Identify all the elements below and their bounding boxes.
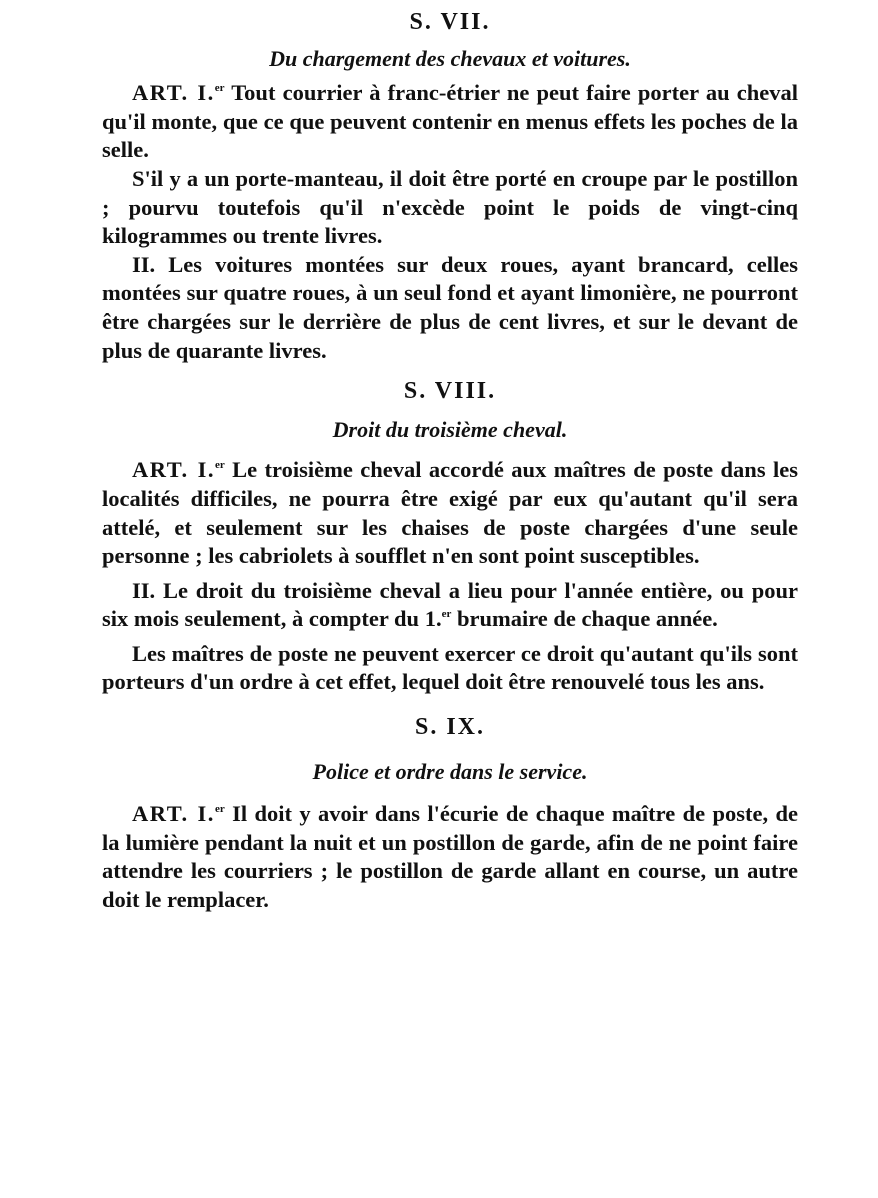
section-8-paragraph-3: Les maîtres de poste ne peuvent exercer ce droit qu'autant qu'ils sont porteurs d'un ordre à cet effet, lequel doit être renouvelé tous les ans. [102,640,798,695]
section-7-paragraph-2: S'il y a un porte-manteau, il doit être porté en croupe par le postillon ; pourvu toutefois qu'il n'excède point le poids de vingt-cinq kilogrammes ou trente livres. [102,165,798,249]
section-9-subtitle: Police et ordre dans le service. [312,758,588,784]
article-text: II. Le droit du troisième cheval a lieu pour l'année entière, ou pour six mois seulement, à compter du 1. [102,577,798,632]
section-7-subtitle: Du chargement des chevaux et voitures. [269,45,631,71]
section-8-article-1 [102,456,798,570]
section-9-article-1 [102,800,798,914]
document-page [102,0,798,915]
section-8-article-2 [102,577,798,634]
article-ordinal-sup: er [214,82,225,95]
section-8 [102,377,798,697]
section-8-subtitle: Droit du troisième cheval. [332,416,568,442]
article-ordinal-sup: er [214,803,225,816]
section-9 [102,713,798,915]
article-label: ART. I. [132,457,215,483]
section-7-article-2: II. Les voitures montées sur deux roues, ayant brancard, celles montées sur quatre roues, à un seul fond et ayant limonière, ne pourront être chargées sur le derrière de plus de cent livres, et sur le devant de plus de quarante livres. [102,251,798,363]
article-text: Le troisième cheval accordé aux maîtres de poste dans les localités difficiles, ne pourra être exigé par eux qu'autant qu'il sera attelé, et seulement sur les chaises de poste chargées d'une seule personne ; les cabriolets à soufflet n'en sont point susceptibles. [102,457,798,569]
article-ordinal-sup: er [214,459,225,472]
section-7-title: S. VII. [409,9,491,35]
article-text-after: brumaire de chaque année. [451,606,718,632]
article-label: ART. I. [132,80,215,106]
date-ordinal-sup: er [441,608,452,621]
section-7-article-1 [102,79,798,165]
section-8-title: S. VIII. [403,378,497,405]
article-text: Tout courrier à franc-étrier ne peut faire porter au cheval qu'il monte, que ce que peuvent contenir en menus effets les poches de la selle. [102,80,798,163]
article-text: Il doit y avoir dans l'écurie de chaque maître de poste, de la lumière pendant la nuit et un postillon de garde, afin de ne point faire attendre les courriers ; le postillon de garde allant en course, un autre doit le remplacer. [102,801,798,913]
section-9-title: S. IX. [414,714,486,741]
article-label: ART. I. [132,801,215,827]
section-7 [102,0,798,365]
